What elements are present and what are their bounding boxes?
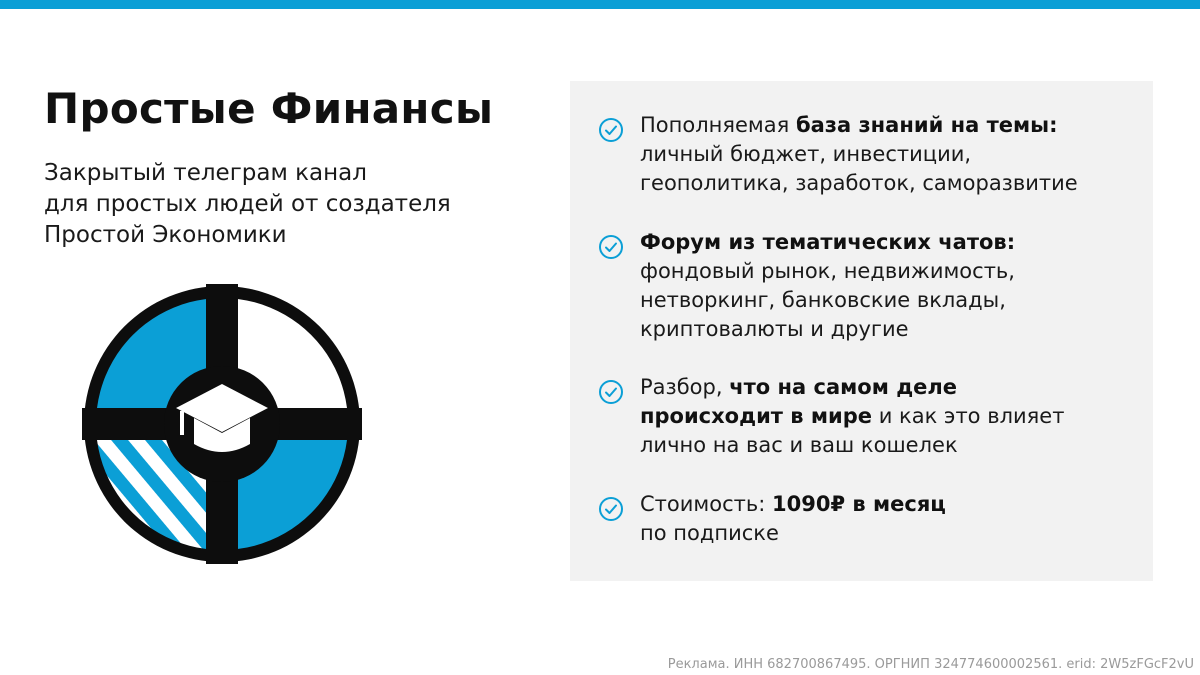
feature-line: лично на вас и ваш кошелек: [640, 433, 958, 457]
feature-bold-text: Форум из тематических чатов:: [640, 230, 1016, 254]
feature-bold-text: что на самом деле: [729, 375, 958, 399]
feature-normal-text: и как это влияет: [872, 404, 1065, 428]
feature-normal-text: Разбор,: [640, 375, 730, 399]
feature-line: криптовалюты и другие: [640, 317, 909, 341]
feature-line: геополитика, заработок, саморазвитие: [640, 171, 1078, 195]
graduation-cap-lifebuoy-icon: [82, 284, 362, 564]
check-circle-icon: [598, 117, 624, 143]
logo: [82, 284, 362, 564]
feature-normal-text: Стоимость:: [640, 492, 772, 516]
check-circle-icon: [598, 234, 624, 260]
ad-disclaimer: Реклама. ИНН 682700867495. ОРГНИП 324774600002561. erid: 2W5zFGcF2vU: [667, 657, 1194, 672]
feature-bold-text: база знаний на темы:: [795, 113, 1058, 137]
page-title: Простые Финансы: [44, 84, 494, 133]
top-accent-bar: [0, 0, 1200, 9]
features-panel: [570, 81, 1153, 581]
feature-text: [640, 111, 1140, 198]
feature-bold-text: происходит в мире: [640, 404, 873, 428]
subtitle: [44, 158, 544, 251]
feature-line: фондовый рынок, недвижимость,: [640, 259, 1015, 283]
check-circle-icon: [598, 379, 624, 405]
subtitle-line: Закрытый телеграм канал: [44, 160, 367, 186]
feature-line: нетворкинг, банковские вклады,: [640, 288, 1006, 312]
feature-text: [640, 373, 1140, 460]
subtitle-line: для простых людей от создателя: [44, 191, 451, 217]
feature-normal-text: Пополняемая: [640, 113, 796, 137]
subtitle-line: Простой Экономики: [44, 222, 287, 248]
feature-text: [640, 490, 1140, 548]
feature-line: по подписке: [640, 521, 779, 545]
feature-text: [640, 228, 1140, 344]
feature-line: личный бюджет, инвестиции,: [640, 142, 972, 166]
check-circle-icon: [598, 496, 624, 522]
price-value: 1090₽ в месяц: [772, 492, 946, 516]
